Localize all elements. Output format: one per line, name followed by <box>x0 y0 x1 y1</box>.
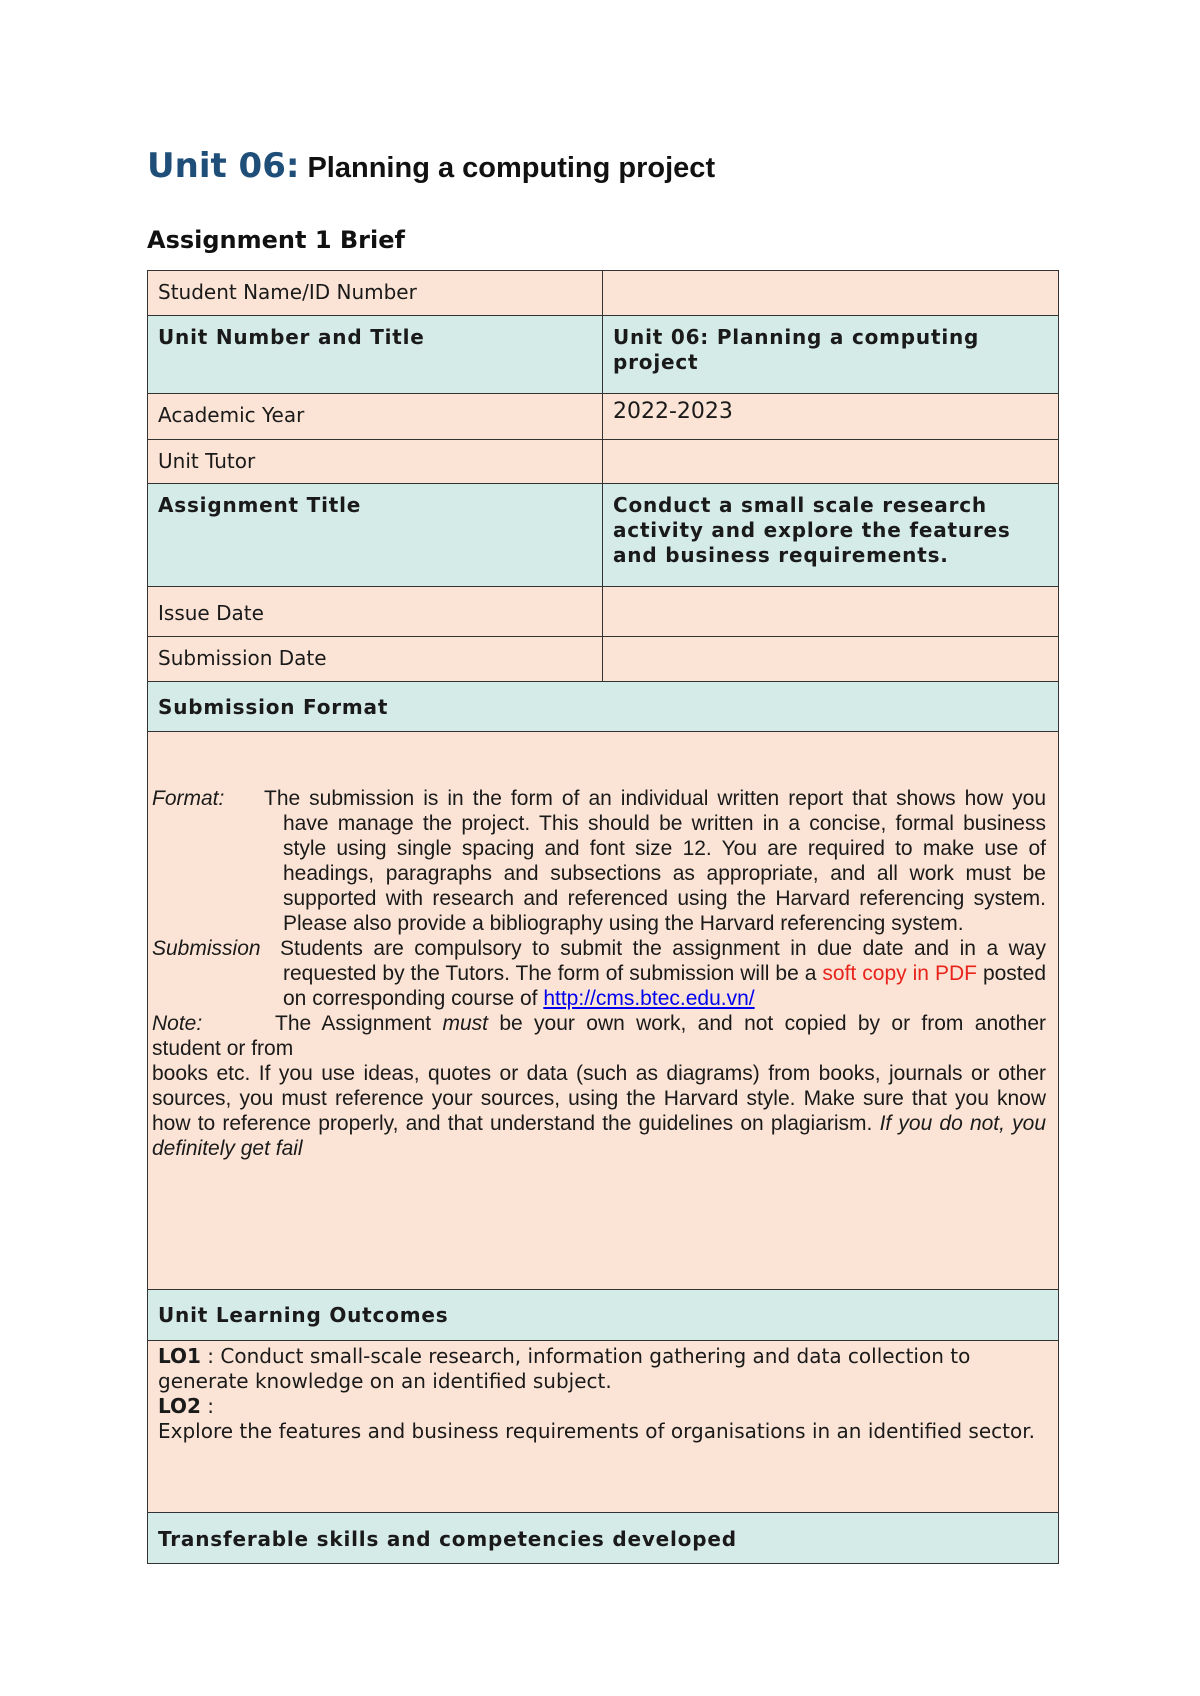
lo2-description: Explore the features and business requirements of organisations in an identified sector. <box>158 1419 1035 1443</box>
unit-value: Unit 06: Planning a computing project <box>603 316 1059 394</box>
note-label: Note: <box>152 1012 203 1035</box>
note-paragraph <box>152 1011 1046 1061</box>
note-warning: If you do not, you definitely get fail <box>152 1112 1047 1160</box>
lo1-text: : Conduct small-scale research, information gathering and data collection to generate knowledge on an identified subject. <box>158 1344 971 1393</box>
note-text-c: books etc. If you use ideas, quotes or data (such as diagrams) from books, journals or other sources, you must reference your sources, using the Harvard style. Make sure that you know how to reference properly, and that understand the guidelines on plagiarism. <box>152 1062 1046 1135</box>
issue-date-value <box>603 587 1059 637</box>
tutor-label: Unit Tutor <box>148 440 603 484</box>
row-assignment-title <box>148 484 1059 587</box>
unit-code: Unit 06: <box>147 146 300 186</box>
lo2-item <box>158 1394 1048 1419</box>
lo1-tag: LO1 <box>158 1344 201 1368</box>
format-label: Format: <box>152 787 225 810</box>
year-label: Academic Year <box>148 394 603 440</box>
issue-date-label: Issue Date <box>148 587 603 637</box>
row-year <box>148 394 1059 440</box>
assignment-heading: Assignment 1 Brief <box>147 226 405 254</box>
soft-copy-highlight: soft copy in PDF <box>822 962 977 985</box>
submission-date-value <box>603 637 1059 682</box>
submission-label: Submission <box>152 937 261 960</box>
lo2-text: : <box>200 1394 215 1418</box>
assignment-brief-table <box>147 270 1059 1564</box>
row-submission-date <box>148 637 1059 682</box>
year-value: 2022-2023 <box>603 394 1059 440</box>
row-tutor <box>148 440 1059 484</box>
tutor-value <box>603 440 1059 484</box>
submission-text-b: posted on corresponding course of <box>283 962 1046 1010</box>
submission-text-a: Students are compulsory to submit the assignment in due date and in a way requested by the Tutors. The form of submission will be a <box>280 937 1046 985</box>
note-continuation <box>152 1061 1046 1161</box>
learning-outcomes-heading: Unit Learning Outcomes <box>148 1290 1059 1341</box>
submission-paragraph <box>152 936 1046 1011</box>
note-text-a: The Assignment <box>275 1012 443 1035</box>
row-issue-date <box>148 587 1059 637</box>
row-unit <box>148 316 1059 394</box>
learning-outcomes-body <box>148 1341 1059 1513</box>
format-text: The submission is in the form of an individual written report that shows how you have manage the project. This should be written in a concise, formal business style using single spacing and font size 12. You are required to make use of headings, paragraphs and subsections as appropriate, and all work must be supported with research and referenced using the Harvard referencing system. Please also provide a bibliography using the Harvard referencing system. <box>264 787 1046 935</box>
lo2-tag: LO2 <box>158 1394 201 1418</box>
submission-format-heading: Submission Format <box>148 682 1059 732</box>
student-value <box>603 271 1059 316</box>
row-learning-outcomes-heading <box>148 1290 1059 1341</box>
note-must: must <box>442 1012 488 1035</box>
row-submission-format-body <box>148 732 1059 1290</box>
submission-format-body <box>148 732 1059 1290</box>
row-student <box>148 271 1059 316</box>
submission-date-label: Submission Date <box>148 637 603 682</box>
unit-label: Unit Number and Title <box>148 316 603 394</box>
page-title <box>147 146 715 186</box>
row-skills-heading <box>148 1513 1059 1564</box>
row-submission-format-heading <box>148 682 1059 732</box>
assignment-title-value: Conduct a small scale research activity and explore the features and business requirements. <box>603 484 1059 587</box>
cms-link[interactable]: http://cms.btec.edu.vn/ <box>543 987 755 1010</box>
unit-name: Planning a computing project <box>307 152 716 184</box>
format-paragraph <box>152 786 1046 936</box>
lo1-item <box>158 1344 1048 1394</box>
note-text-b: be your own work, and not copied by or from another student or from <box>152 1012 1046 1060</box>
assignment-title-label: Assignment Title <box>148 484 603 587</box>
student-label: Student Name/ID Number <box>148 271 603 316</box>
row-learning-outcomes-body <box>148 1341 1059 1513</box>
skills-heading: Transferable skills and competencies developed <box>148 1513 1059 1564</box>
